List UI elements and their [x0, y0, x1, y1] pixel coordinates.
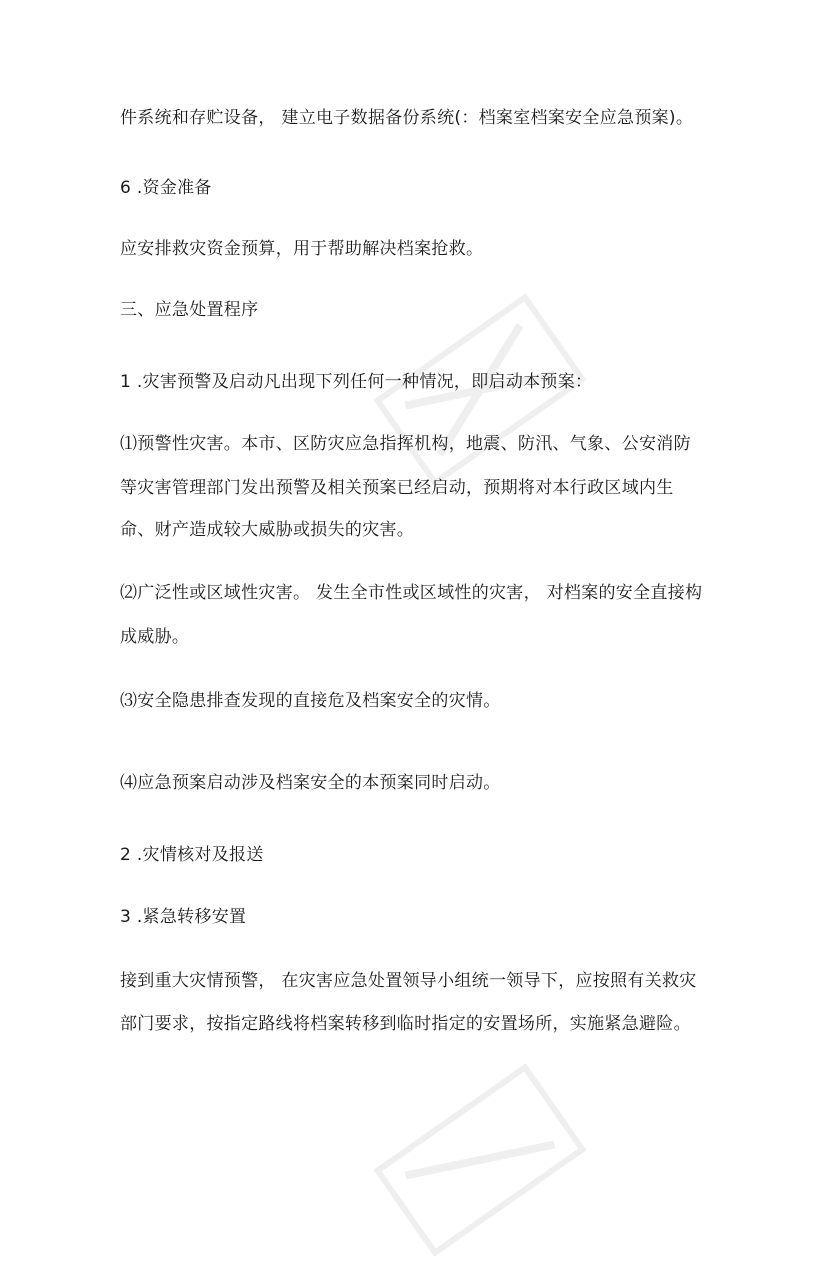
paragraph-line: ⑵广泛性或区域性灾害。 发生全市性或区域性的灾害， 对档案的安全直接构: [120, 583, 703, 603]
section-heading: 2 .灾情核对及报送: [120, 845, 264, 865]
paragraph-line: 命、财产造成较大威胁或损失的灾害。: [120, 520, 415, 540]
paragraph-line: ⑴预警性灾害。本市、区防灾应急指挥机构，地震、防汛、气象、公安消防: [120, 434, 691, 454]
section-heading: 6 .资金准备: [120, 178, 212, 198]
paragraph-line: 等灾害管理部门发出预警及相关预案已经启动，预期将对本行政区域内生: [120, 478, 674, 498]
paragraph-line: 成威胁。: [120, 627, 190, 647]
section-heading: 1 .灾害预警及启动凡出现下列任何一种情况，即启动本预案：: [120, 372, 593, 392]
paragraph-line: ⑶安全隐患排查发现的直接危及档案安全的灾情。: [120, 691, 501, 711]
paragraph-line: 件系统和存贮设备， 建立电子数据备份系统(：档案室档案安全应急预案)。: [120, 108, 694, 128]
paragraph-line: 接到重大灾情预警， 在灾害应急处置领导小组统一领导下，应按照有关救灾: [120, 971, 697, 991]
paragraph-line: 部门要求，按指定路线将档案转移到临时指定的安置场所，实施紧急避险。: [120, 1014, 691, 1034]
paragraph-line: 应安排救灾资金预算，用于帮助解决档案抢救。: [120, 239, 484, 259]
paragraph-line: ⑷应急预案启动涉及档案安全的本预案同时启动。: [120, 773, 501, 793]
section-heading: 三、应急处置程序: [120, 300, 259, 320]
section-heading: 3 .紧急转移安置: [120, 907, 247, 927]
watermark-icon: [364, 1053, 597, 1266]
